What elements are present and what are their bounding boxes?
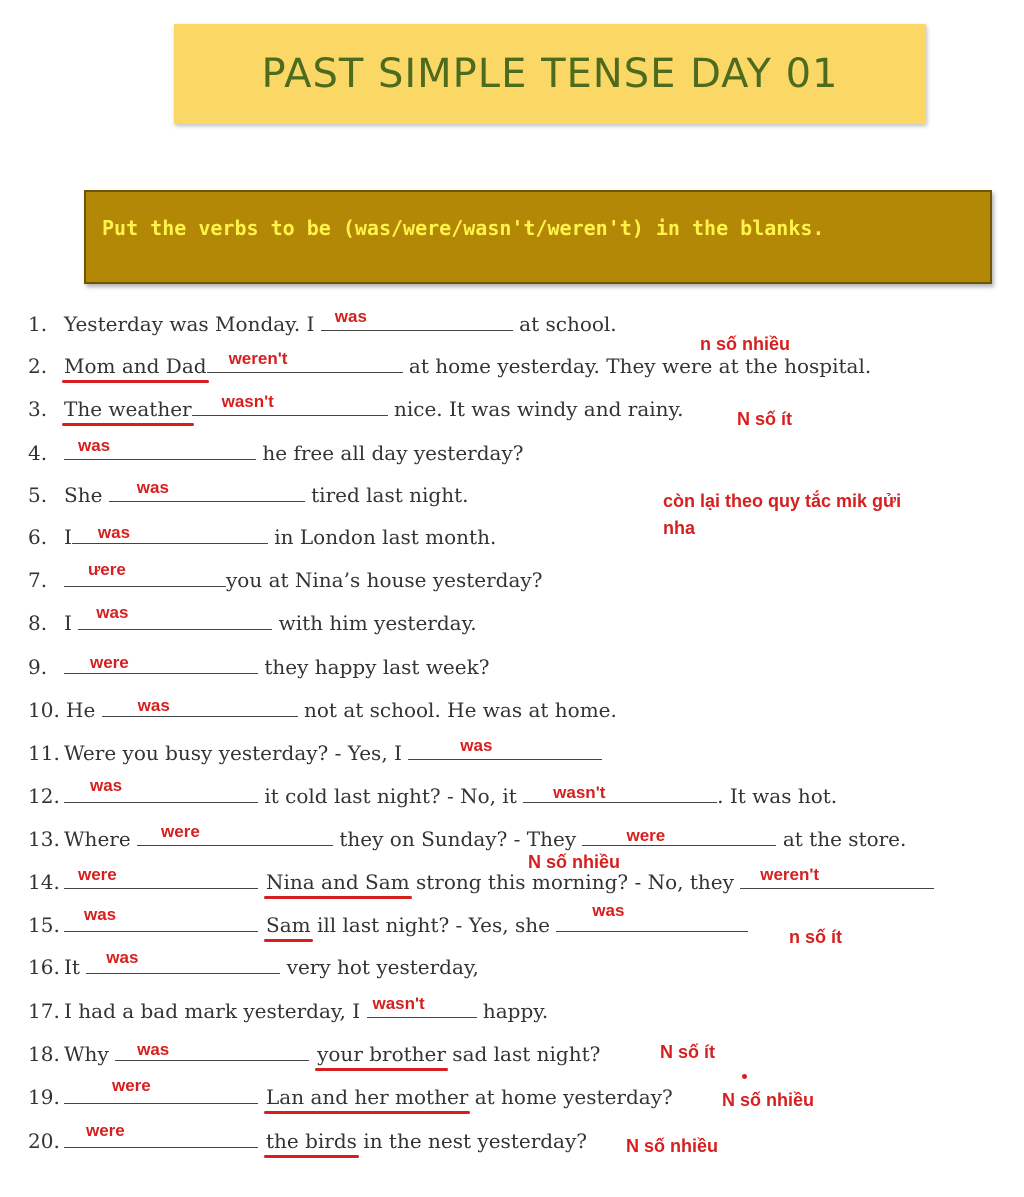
answer-text: wasn't (372, 994, 425, 1013)
exercise-line-1 (28, 308, 617, 338)
answer-blank (64, 905, 258, 932)
line-text: nice. It was windy and rainy. (387, 397, 684, 421)
line-text: I had a bad mark yesterday, I (64, 999, 367, 1023)
line-text: It (64, 955, 87, 979)
answer-blank (64, 560, 226, 587)
answer-text: wasn't (553, 783, 606, 802)
answer-text: was (96, 603, 129, 622)
answer-blank (102, 694, 298, 717)
line-text: in the nest yesterday? (356, 1129, 587, 1153)
exercise-line-16 (28, 948, 479, 981)
page-title: PAST SIMPLE TENSE DAY 01 (261, 51, 839, 97)
line-text: sad last night? (445, 1042, 601, 1066)
answer-blank (556, 901, 748, 932)
exercise-line-8 (28, 603, 477, 637)
underlined-subject: Mom and Dad (64, 354, 207, 378)
answer-text: was (90, 776, 123, 795)
exercise-line-7 (28, 560, 543, 594)
line-text: in London last month. (267, 525, 497, 549)
instruction-text: Put the verbs to be (was/were/wasn't/weren't) in the blanks. (102, 216, 825, 240)
title-banner (174, 24, 926, 124)
exercise-line-13 (28, 823, 906, 853)
line-number: 20. (28, 1129, 60, 1153)
note-rule-reminder: còn lại theo quy tắc mik gửi nha (663, 491, 902, 538)
answer-text: weren't (760, 865, 820, 884)
answer-blank (740, 866, 934, 889)
line-text: at home yesterday. They were at the hospital. (402, 354, 872, 378)
line-number: 17. (28, 999, 60, 1023)
note-plural-14: N số nhiều (528, 852, 621, 872)
note-plural-2: n số nhiều (700, 334, 790, 354)
line-number: 2. (28, 354, 48, 378)
line-text: not at school. He was at home. (297, 698, 617, 722)
line-number: 8. (28, 611, 48, 635)
answer-text: was (78, 436, 111, 455)
exercise-line-18 (28, 1038, 600, 1068)
line-number: 19. (28, 1085, 60, 1109)
line-number: 12. (28, 784, 60, 808)
line-text: they on Sunday? - They (333, 827, 583, 851)
answer-text: were (112, 1076, 151, 1095)
exercise-line-12 (28, 776, 838, 810)
exercise-line-11 (28, 737, 602, 767)
exercise-line-14 (28, 866, 934, 896)
line-number: 1. (28, 312, 48, 336)
answer-text: were (161, 822, 200, 841)
line-text: Where (64, 827, 138, 851)
answer-blank (207, 350, 403, 373)
line-number: 6. (28, 525, 48, 549)
note-singular-15: n số ít (789, 927, 842, 947)
underlined-subject: Sam (266, 913, 311, 937)
line-text: I (64, 525, 72, 549)
answer-text: was (137, 1040, 170, 1059)
answer-text: was (106, 948, 139, 967)
answer-blank (64, 1121, 258, 1148)
underlined-subject: the birds (266, 1129, 357, 1153)
line-number: 9. (28, 655, 48, 679)
answer-text: were (90, 653, 129, 672)
line-text: very hot yesterday, (280, 955, 479, 979)
exercise-line-17 (28, 995, 548, 1025)
line-number: 3. (28, 397, 48, 421)
line-number: 15. (28, 913, 60, 937)
line-number: 5. (28, 483, 48, 507)
line-text: you at Nina’s house yesterday? (226, 568, 543, 592)
ink-dot (742, 1074, 747, 1079)
answer-blank (72, 521, 268, 544)
note-plural-20: N số nhiều (626, 1136, 719, 1156)
underlined-subject: The weather (64, 397, 192, 421)
line-text: with him yesterday. (272, 611, 477, 635)
answer-text: was (137, 696, 170, 715)
line-text: ill last night? - Yes, she (310, 913, 557, 937)
answer-text: were (86, 1121, 125, 1140)
line-number: 7. (28, 568, 48, 592)
answer-text: was (136, 478, 169, 497)
underlined-subject: Nina and Sam (266, 870, 410, 894)
line-text: Yesterday was Monday. I (64, 312, 321, 336)
answer-blank (582, 823, 776, 846)
answer-text: was (97, 523, 131, 542)
answer-blank (64, 651, 258, 674)
exercise-line-9 (28, 651, 489, 681)
answer-text: were (78, 865, 117, 884)
line-text: at home yesterday? (468, 1085, 673, 1109)
instruction-banner (84, 190, 992, 284)
answer-blank (192, 393, 388, 416)
exercise-line-6 (28, 521, 496, 551)
line-text: He (66, 698, 102, 722)
answer-blank (86, 948, 280, 974)
answer-blank (78, 603, 272, 630)
line-text: they happy last week? (258, 655, 490, 679)
answer-blank (321, 308, 513, 331)
answer-text: were (626, 826, 666, 845)
line-number: 13. (28, 827, 60, 851)
answer-text: weren't (228, 349, 288, 368)
line-text: at the store. (776, 827, 907, 851)
answer-text: was (84, 905, 117, 924)
line-text: I (64, 611, 79, 635)
line-text: it cold last night? - No, it (258, 784, 524, 808)
answer-blank (367, 995, 477, 1018)
answer-text: wasn't (221, 392, 274, 411)
answer-blank (109, 479, 305, 502)
exercise-line-10 (28, 694, 617, 724)
line-text: he free all day yesterday? (256, 441, 524, 465)
answer-text: was (592, 901, 625, 920)
line-text: . It was hot. (717, 784, 838, 808)
exercise-line-5 (28, 479, 468, 509)
answer-blank (64, 866, 258, 889)
line-text: She (64, 483, 109, 507)
exercise-line-4 (28, 437, 523, 467)
note-plural-19: N số nhiều (722, 1090, 815, 1110)
line-number: 10. (28, 698, 60, 722)
note-singular-18: N số ít (660, 1042, 716, 1062)
exercise-line-19 (28, 1076, 673, 1111)
answer-blank (64, 437, 256, 460)
answer-blank (408, 737, 602, 760)
answer-blank (64, 776, 258, 803)
line-number: 14. (28, 870, 60, 894)
line-number: 16. (28, 955, 60, 979)
answer-text: ưere (88, 560, 126, 579)
line-number: 4. (28, 441, 48, 465)
line-text: happy. (476, 999, 549, 1023)
note-singular-3: N số ít (737, 409, 793, 429)
answer-blank (115, 1038, 309, 1061)
line-text: Were you busy yesterday? - Yes, I (64, 741, 409, 765)
line-text: tired last night. (304, 483, 469, 507)
answer-blank (523, 780, 717, 803)
line-text: at school. (512, 312, 617, 336)
line-number: 18. (28, 1042, 60, 1066)
exercise-line-15 (28, 901, 748, 939)
line-text: Why (64, 1042, 116, 1066)
answer-blank (137, 823, 333, 846)
underlined-subject: Lan and her mother (266, 1085, 469, 1109)
line-text: strong this morning? - No, they (409, 870, 741, 894)
answer-text: was (334, 307, 367, 326)
exercise-line-3 (28, 393, 684, 423)
exercise-line-20 (28, 1121, 587, 1155)
answer-blank (64, 1076, 258, 1104)
line-number: 11. (28, 741, 60, 765)
answer-text: was (460, 736, 493, 755)
underlined-subject: your brother (317, 1042, 446, 1066)
